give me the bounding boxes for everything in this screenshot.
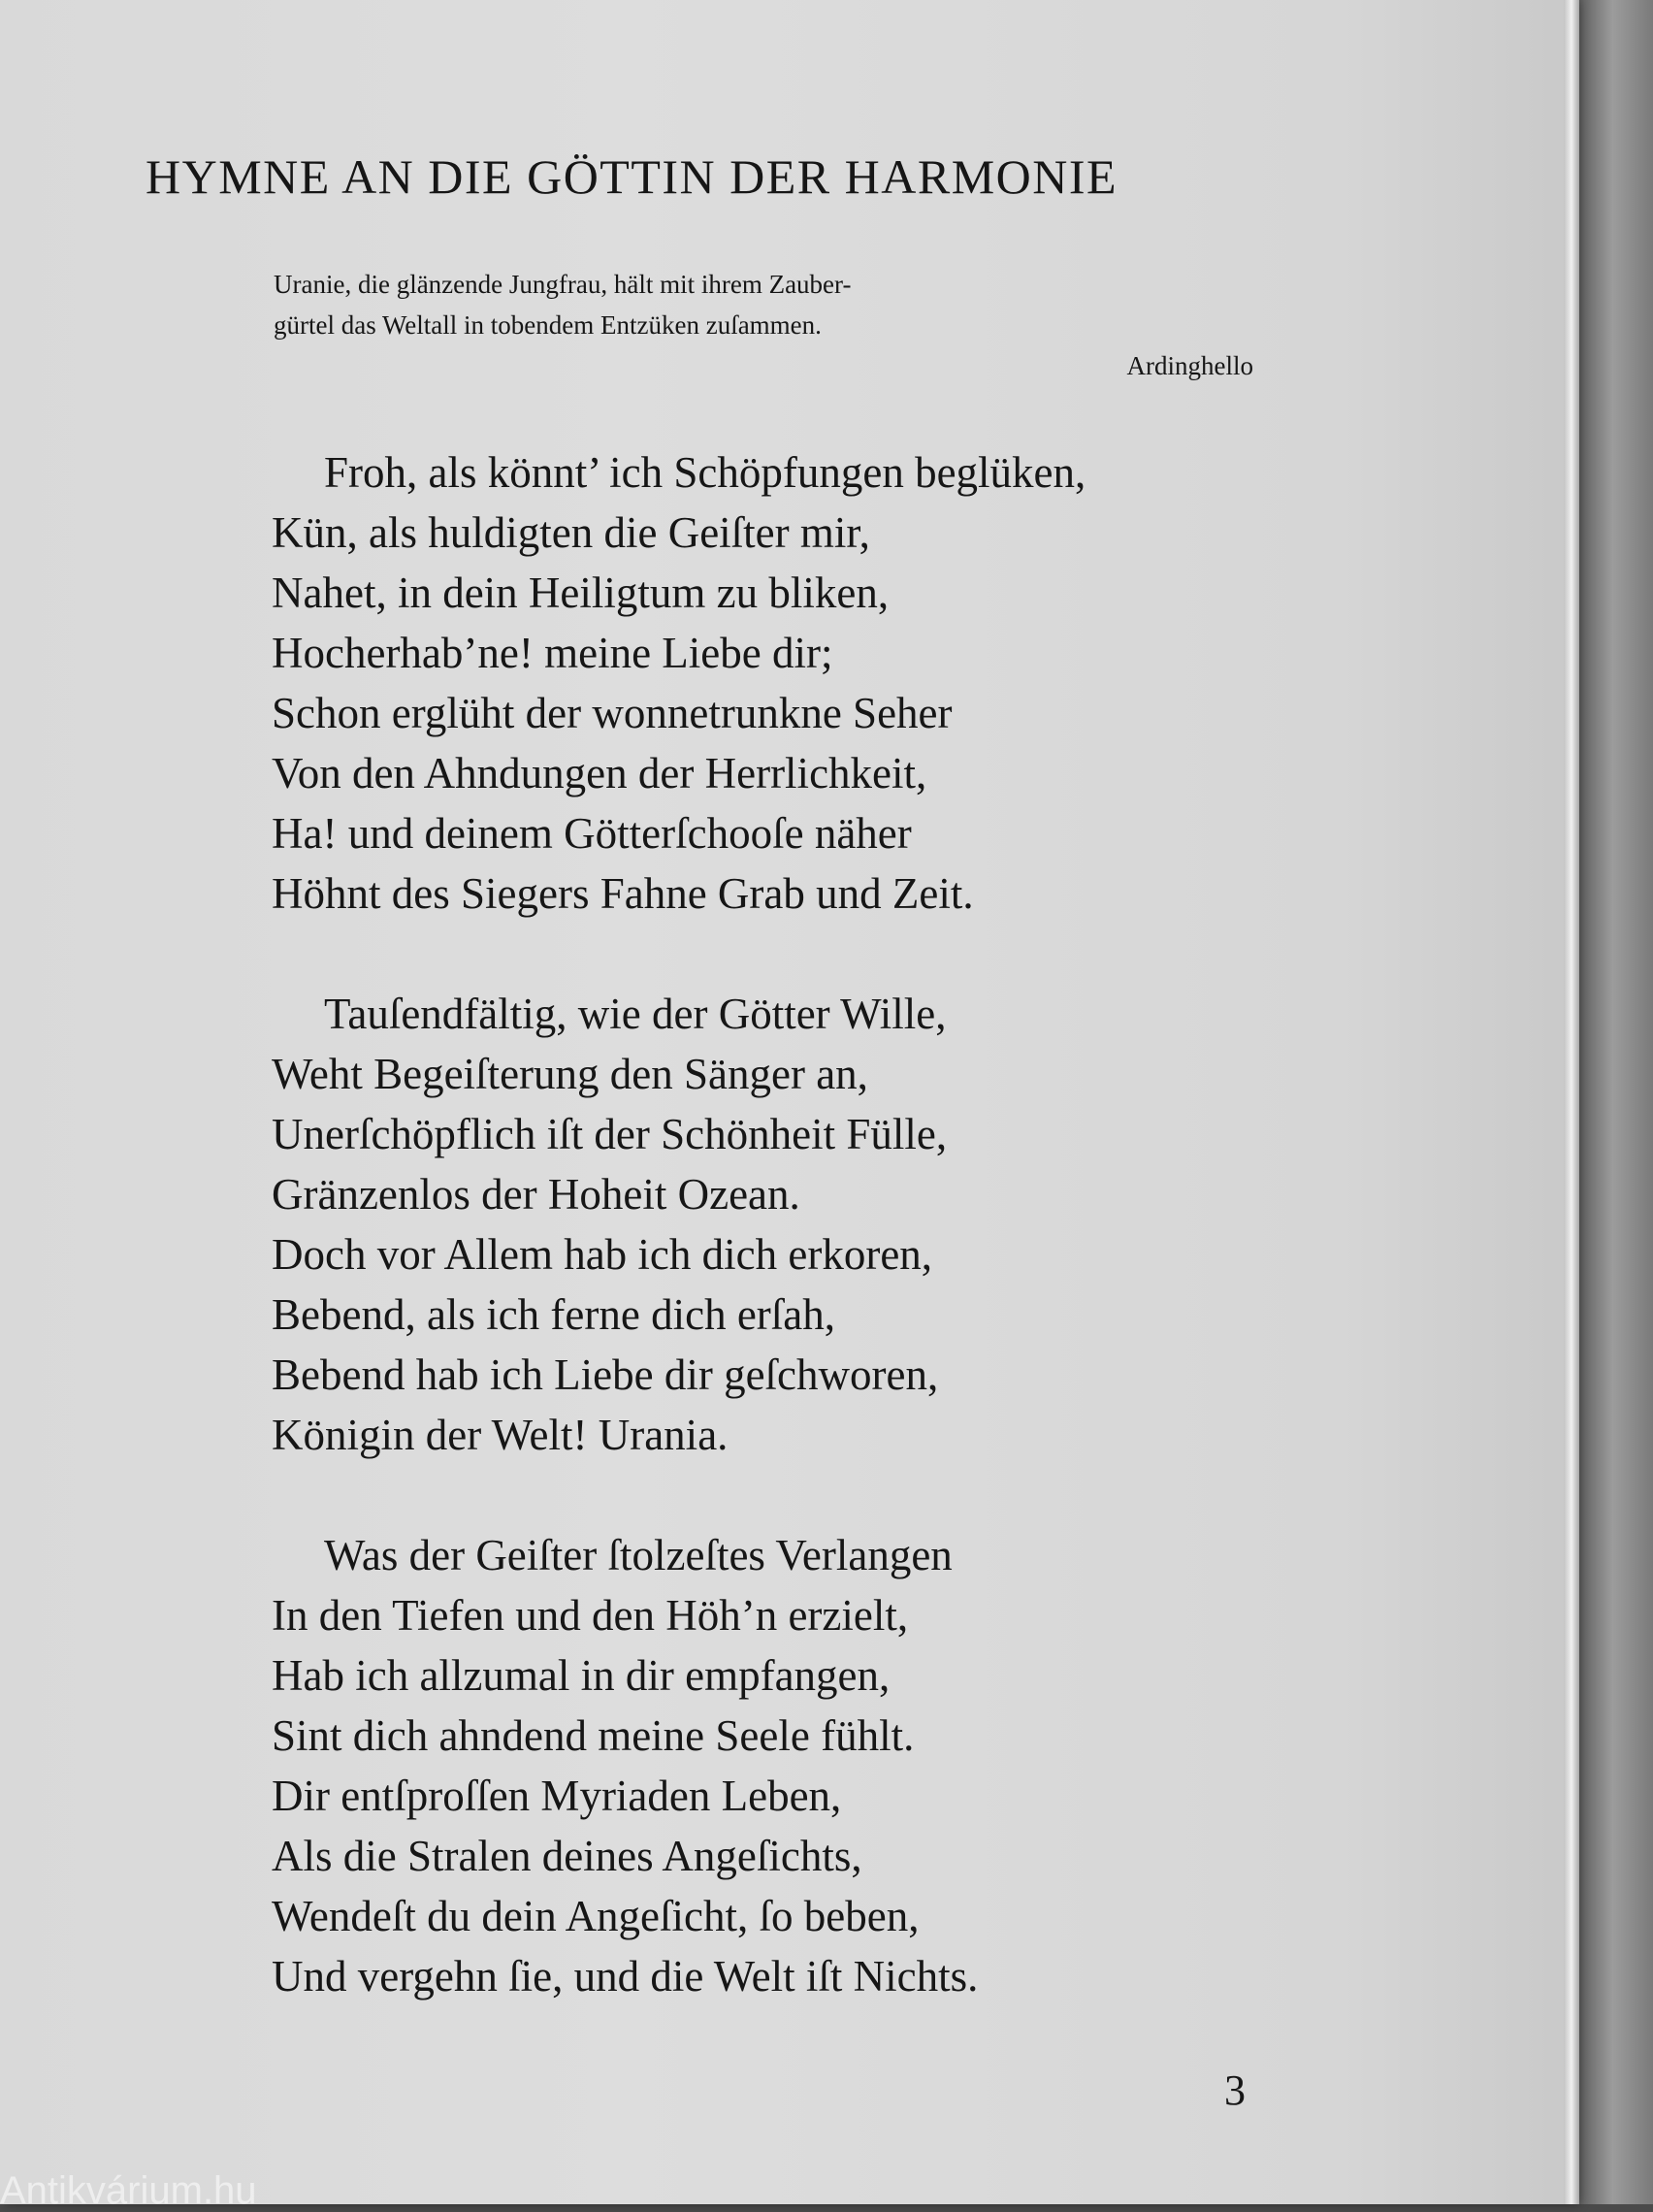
verse-line: Kün, als huldigten die Geiſter mir, — [272, 508, 870, 557]
verse-line: Bebend hab ich Liebe dir geſchworen, — [272, 1350, 939, 1399]
watermark: Antikvárium.hu — [0, 2169, 257, 2212]
poem-body — [272, 442, 1339, 2066]
verse-line: Wendeſt du dein Angeſicht, ſo beben, — [272, 1892, 920, 1940]
epigraph-source: Ardinghello — [1126, 351, 1253, 380]
verse-line: Weht Begeiſterung den Sänger an, — [272, 1050, 868, 1098]
verse-line: Gränzenlos der Hoheit Ozean. — [272, 1170, 800, 1219]
stanza-1 — [272, 442, 1339, 924]
verse-line: Froh, als könnt’ ich Schöpfungen beglüken, — [324, 448, 1086, 497]
page-number: 3 — [1224, 2066, 1246, 2114]
verse-line: Unerſchöpflich iſt der Schönheit Fülle, — [272, 1110, 948, 1158]
verse-line: Königin der Welt! Urania. — [272, 1411, 729, 1459]
stanza-2 — [272, 984, 1339, 1465]
verse-line: Bebend, als ich ferne dich erſah, — [272, 1290, 836, 1339]
verse-line: Doch vor Allem hab ich dich erkoren, — [272, 1230, 933, 1279]
verse-line: Hab ich allzumal in dir empfangen, — [272, 1651, 891, 1700]
verse-line: Hocherhab’ne! meine Liebe dir; — [272, 629, 833, 677]
verse-line: Was der Geiſter ſtolzeſtes Verlangen — [324, 1531, 953, 1579]
epigraph-line: gürtel das Weltall in tobendem Entzüken zuſammen. — [274, 310, 822, 340]
verse-line: Nahet, in dein Heiligtum zu bliken, — [272, 569, 890, 617]
epigraph-line: Uranie, die glänzende Jungfrau, hält mit ihrem Zauber- — [274, 270, 852, 299]
verse-line: Dir entſproſſen Myriaden Leben, — [272, 1772, 842, 1820]
verse-line: Von den Ahndungen der Herrlichkeit, — [272, 749, 927, 797]
poem-title: HYMNE AN DIE GÖTTIN DER HARMONIE — [146, 149, 1118, 204]
verse-line: Höhnt des Siegers Fahne Grab und Zeit. — [272, 869, 974, 918]
verse-line: Schon erglüht der wonnetrunkne Seher — [272, 689, 953, 737]
verse-line: Ha! und deinem Götterſchooſe näher — [272, 809, 912, 858]
stanza-3 — [272, 1525, 1339, 2006]
verse-line: Sint dich ahndend meine Seele fühlt. — [272, 1711, 915, 1760]
verse-line: In den Tiefen und den Höh’n erzielt, — [272, 1591, 909, 1640]
verse-line: Als die Stralen deines Angeſichts, — [272, 1832, 862, 1880]
verse-line: Und vergehn ſie, und die Welt iſt Nichts. — [272, 1952, 979, 2001]
page-edge — [1564, 0, 1579, 2204]
epigraph — [274, 264, 1253, 386]
verse-line: Tauſendfältig, wie der Götter Wille, — [324, 990, 947, 1038]
